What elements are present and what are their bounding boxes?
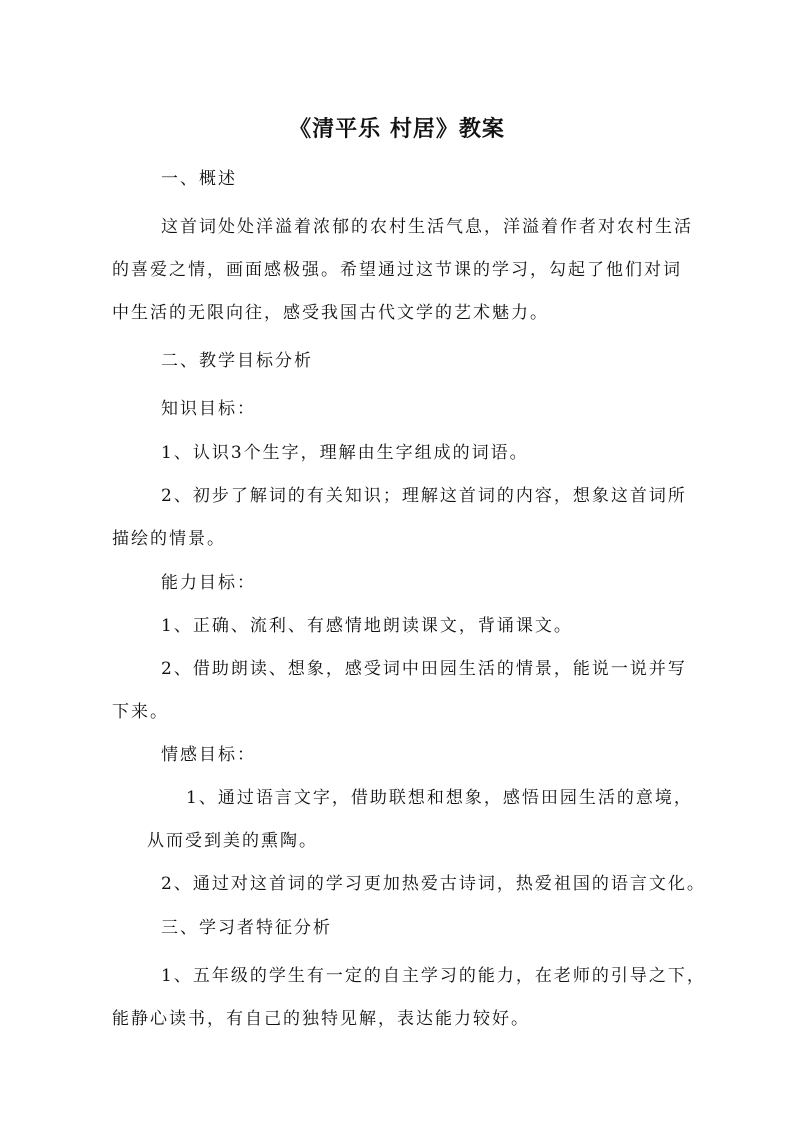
list-item: 1、五年级的学生有一定的自主学习的能力，在老师的引导之下， bbox=[161, 966, 706, 986]
paragraph-line: 中生活的无限向往，感受我国古代文学的艺术魅力。 bbox=[112, 303, 549, 323]
list-item-continuation: 能静心读书，有自己的独特见解，表达能力较好。 bbox=[112, 1009, 530, 1029]
section-heading-learners: 三、学习者特征分析 bbox=[161, 918, 332, 938]
subheading-emotion: 情感目标： bbox=[161, 745, 256, 765]
list-item: 2、初步了解词的有关知识；理解这首词的内容，想象这首词所 bbox=[161, 486, 687, 506]
list-item-continuation: 描绘的情景。 bbox=[112, 529, 226, 549]
list-item-continuation: 下来。 bbox=[112, 702, 169, 722]
paragraph-line: 这首词处处洋溢着浓郁的农村生活气息，洋溢着作者对农村生活 bbox=[161, 217, 693, 237]
paragraph-line: 的喜爱之情，画面感极强。希望通过这节课的学习，勾起了他们对词 bbox=[112, 260, 682, 280]
section-heading-objectives: 二、教学目标分析 bbox=[161, 351, 313, 371]
list-item: 1、正确、流利、有感情地朗读课文，背诵课文。 bbox=[161, 616, 573, 636]
subheading-ability: 能力目标： bbox=[161, 573, 256, 593]
list-item: 2、通过对这首词的学习更加热爱古诗词，热爱祖国的语言文化。 bbox=[161, 874, 706, 894]
list-item: 2、借助朗读、想象，感受词中田园生活的情景，能说一说并写 bbox=[161, 659, 687, 679]
section-heading-overview: 一、概述 bbox=[161, 169, 237, 189]
list-item-continuation: 从而受到美的熏陶。 bbox=[147, 831, 318, 851]
document-title: 《清平乐 村居》教案 bbox=[289, 117, 505, 142]
list-item: 1、认识3个生字，理解由生字组成的词语。 bbox=[161, 443, 529, 463]
list-item: 1、通过语言文字，借助联想和想象，感悟田园生活的意境， bbox=[186, 788, 693, 808]
subheading-knowledge: 知识目标： bbox=[161, 399, 256, 419]
